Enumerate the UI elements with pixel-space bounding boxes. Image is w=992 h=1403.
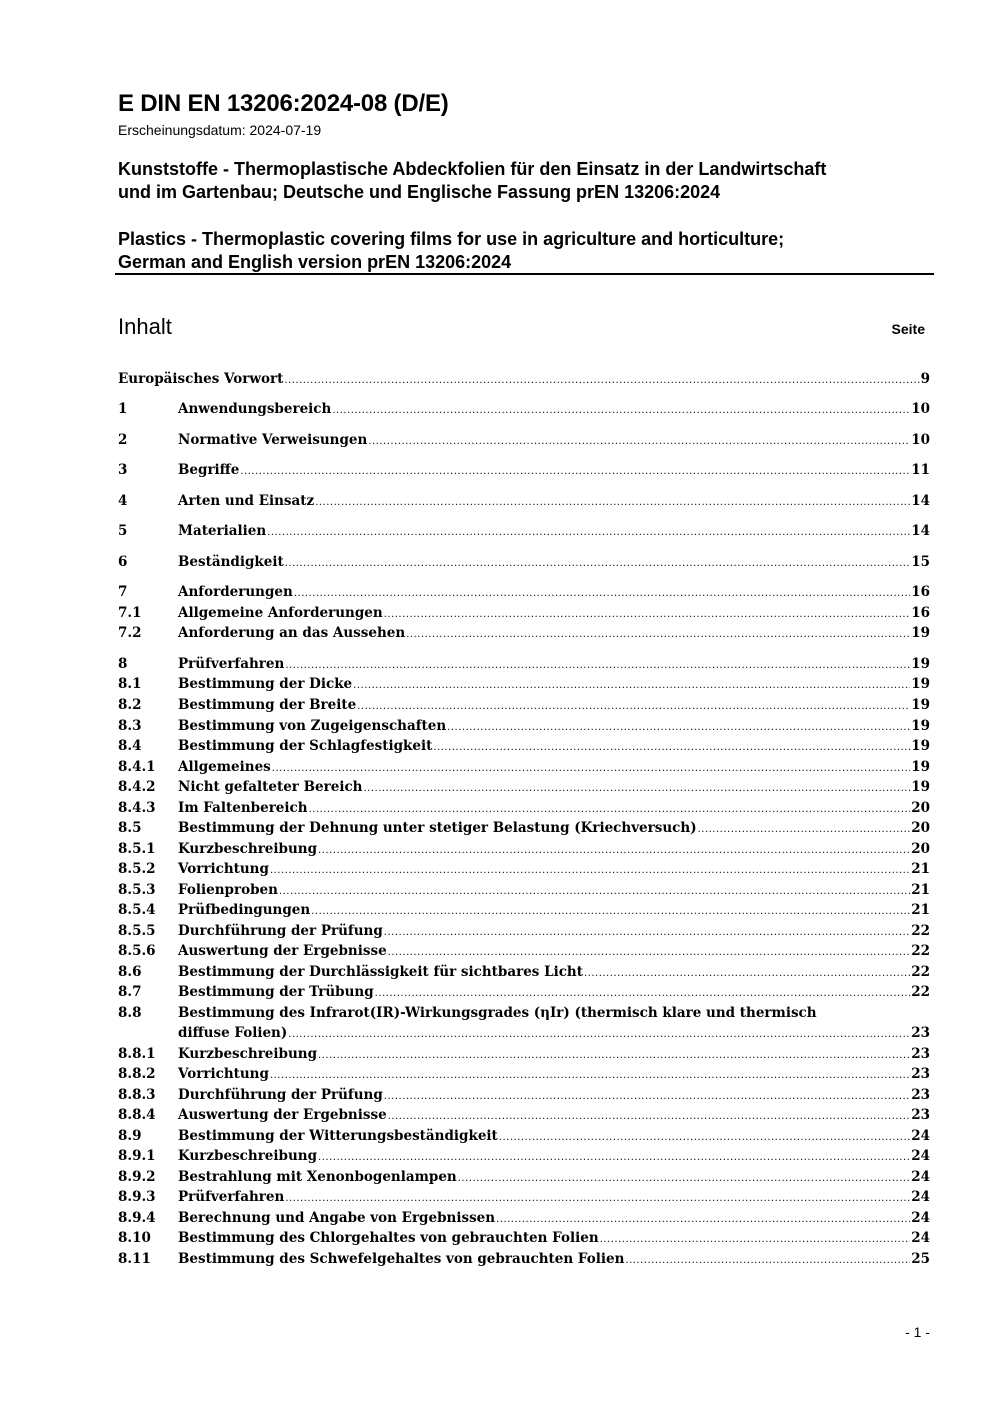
toc-entry[interactable] <box>118 554 930 574</box>
toc-entry-title: Bestimmung der Trübung <box>178 984 374 1000</box>
toc-entry[interactable] <box>118 779 930 799</box>
toc-leader-dots <box>270 1070 910 1081</box>
toc-leader-dots <box>384 609 911 620</box>
toc-entry-page: 11 <box>911 462 930 478</box>
toc-entry[interactable] <box>118 462 930 482</box>
toc-leader-dots <box>368 436 910 447</box>
toc-entry[interactable] <box>118 1169 930 1189</box>
toc-leader-dots <box>294 588 910 599</box>
toc-leader-dots <box>375 988 911 999</box>
toc-entry-number: 7.1 <box>118 605 142 621</box>
toc-entry-title: Im Faltenbereich <box>178 800 308 816</box>
toc-entry[interactable] <box>118 841 930 861</box>
toc-leader-dots <box>309 804 911 815</box>
toc-entry-number: 8.6 <box>118 964 142 980</box>
toc-entry-number: 8.2 <box>118 697 142 713</box>
toc-entry-page: 24 <box>911 1210 930 1226</box>
toc-entry-number: 8.9.2 <box>118 1169 156 1185</box>
toc-leader-dots <box>384 1091 910 1102</box>
toc-entry-page: 22 <box>911 964 930 980</box>
toc-entry-number: 8.8.4 <box>118 1107 156 1123</box>
toc-leader-dots <box>285 660 910 671</box>
toc-entry-number: 3 <box>118 462 128 478</box>
toc-entry-title: Normative Verweisungen <box>178 432 368 448</box>
title-english-line-1: Plastics - Thermoplastic covering films for use in agriculture and horticulture; <box>118 229 785 249</box>
toc-entry-number: 4 <box>118 493 128 509</box>
toc-entry-title: Auswertung der Ergebnisse <box>178 1107 387 1123</box>
toc-entry-number: 8.8.1 <box>118 1046 156 1062</box>
title-english-line-2: German and English version prEN 13206:2024 <box>118 252 512 272</box>
title-german-line-1: Kunststoffe - Thermoplastische Abdeckfolien für den Einsatz in der Landwirtschaft <box>118 159 827 179</box>
toc-leader-dots <box>698 824 911 835</box>
toc-entry-title: Bestimmung der Witterungsbeständigkeit <box>178 1128 498 1144</box>
toc-leader-dots <box>288 1029 910 1040</box>
toc-entry-page: 23 <box>911 1046 930 1062</box>
toc-entry[interactable] <box>118 1107 930 1127</box>
toc-leader-dots <box>311 906 910 917</box>
toc-entry-number: 8.5.3 <box>118 882 156 898</box>
toc-entry-title: Anforderungen <box>178 584 293 600</box>
toc-entry[interactable] <box>118 1230 930 1250</box>
toc-entry-number: 8.4.3 <box>118 800 156 816</box>
toc-entry-number: 8.4.2 <box>118 779 156 795</box>
toc-entry-number: 8.9.4 <box>118 1210 156 1226</box>
toc-entry-page: 22 <box>911 984 930 1000</box>
toc-entry-page: 21 <box>911 861 930 877</box>
toc-entry-title: Vorrichtung <box>178 861 269 877</box>
toc-entry[interactable] <box>118 1087 930 1107</box>
toc-heading: Inhalt <box>118 314 172 339</box>
toc-leader-dots <box>447 722 910 733</box>
toc-entry-title: Prüfbedingungen <box>178 902 311 918</box>
toc-leader-dots <box>315 497 910 508</box>
toc-entry-page: 19 <box>911 738 930 754</box>
toc-entry-title: Beständigkeit <box>178 554 284 570</box>
toc-entry-page: 19 <box>911 656 930 672</box>
toc-leader-dots <box>584 968 910 979</box>
toc-entry-number: 7.2 <box>118 625 142 641</box>
toc-entry[interactable] <box>118 759 930 779</box>
toc-entry-title: Bestimmung der Dicke <box>178 676 353 692</box>
toc-entry-page: 16 <box>911 605 930 621</box>
toc-leader-dots <box>625 1255 910 1266</box>
document-id: E DIN EN 13206:2024-08 (D/E) <box>118 90 449 117</box>
toc-entry[interactable] <box>118 676 930 696</box>
toc-entry[interactable] <box>118 861 930 881</box>
toc-entry-title: Auswertung der Ergebnisse <box>178 943 387 959</box>
toc-entry-page: 23 <box>911 1066 930 1082</box>
toc-entry-title: Nicht gefalteter Bereich <box>178 779 363 795</box>
toc-entry-number: 8.8 <box>118 1005 142 1021</box>
toc-leader-dots <box>332 405 910 416</box>
toc-leader-dots <box>353 680 910 691</box>
toc-entry[interactable] <box>118 718 930 738</box>
toc-entry[interactable] <box>118 820 930 840</box>
publication-date: Erscheinungsdatum: 2024-07-19 <box>118 122 322 138</box>
toc-leader-dots <box>388 1111 911 1122</box>
toc-entry-page: 21 <box>911 902 930 918</box>
toc-entry-number: 8.9 <box>118 1128 142 1144</box>
toc-entry-number: 8.5.4 <box>118 902 156 918</box>
toc-entry[interactable] <box>118 656 930 676</box>
toc-entry-number: 8.9.1 <box>118 1148 156 1164</box>
toc-entry-page: 20 <box>911 820 930 836</box>
toc-entry-title: Allgemeine Anforderungen <box>178 605 383 621</box>
toc-entry-title: Durchführung der Prüfung <box>178 923 383 939</box>
toc-entry-title: Berechnung und Angabe von Ergebnissen <box>178 1210 496 1226</box>
toc-entry[interactable] <box>118 1005 930 1046</box>
toc-entry-page: 24 <box>911 1148 930 1164</box>
toc-leader-dots <box>496 1214 910 1225</box>
toc-entry[interactable] <box>118 401 930 421</box>
toc-entry-number: 6 <box>118 554 128 570</box>
toc-entry[interactable] <box>118 882 930 902</box>
toc-entry[interactable] <box>118 371 930 391</box>
toc-entry-number: 8.5.1 <box>118 841 156 857</box>
toc-entry[interactable] <box>118 584 930 604</box>
toc-entry-number: 8.11 <box>118 1251 151 1267</box>
toc-entry-title: Bestimmung des Infrarot(IR)-Wirkungsgrades (ηIr) (thermisch klare und thermisch <box>178 1005 817 1021</box>
toc-entry-title: Vorrichtung <box>178 1066 269 1082</box>
toc-entry-page: 10 <box>911 401 930 417</box>
toc-leader-dots <box>318 1152 910 1163</box>
toc-entry[interactable] <box>118 738 930 758</box>
toc-leader-dots <box>318 1050 910 1061</box>
toc-leader-dots <box>279 886 910 897</box>
toc-entry[interactable] <box>118 432 930 452</box>
toc-entry-title: Bestimmung des Chlorgehaltes von gebrauchten Folien <box>178 1230 599 1246</box>
toc-entry-title: Anwendungsbereich <box>178 401 332 417</box>
toc-entry[interactable] <box>118 984 930 1004</box>
toc-entry-page: 9 <box>920 371 930 387</box>
toc-entry-page: 24 <box>911 1230 930 1246</box>
toc-leader-dots <box>284 375 919 386</box>
toc-entry-number: 7 <box>118 584 128 600</box>
page-number: - 1 - <box>905 1324 930 1340</box>
toc-leader-dots <box>433 742 910 753</box>
toc-entry-page: 19 <box>911 718 930 734</box>
toc-leader-dots <box>240 466 910 477</box>
toc-entry-number: 8.7 <box>118 984 142 1000</box>
toc-entry-number: 5 <box>118 523 128 539</box>
toc-entry[interactable] <box>118 800 930 820</box>
toc-entry-title: Bestimmung des Schwefelgehaltes von gebrauchten Folien <box>178 1251 625 1267</box>
toc-entry-number: 8.10 <box>118 1230 151 1246</box>
toc-entry[interactable] <box>118 1128 930 1148</box>
toc-entry[interactable] <box>118 523 930 543</box>
toc-entry-number: 8.1 <box>118 676 142 692</box>
toc-entry-page: 10 <box>911 432 930 448</box>
toc-entry-page: 24 <box>911 1169 930 1185</box>
toc-entry-title: Kurzbeschreibung <box>178 841 318 857</box>
toc-entry-page: 14 <box>911 523 930 539</box>
toc-entry-title: Prüfverfahren <box>178 656 285 672</box>
toc-entry-title: Kurzbeschreibung <box>178 1046 318 1062</box>
toc-entry-title: Bestimmung der Dehnung unter stetiger Belastung (Kriechversuch) <box>178 820 697 836</box>
toc-entry-title: Arten und Einsatz <box>178 493 315 509</box>
toc-entry-number: 8.4.1 <box>118 759 156 775</box>
toc-entry-page: 22 <box>911 943 930 959</box>
toc-entry-page: 22 <box>911 923 930 939</box>
toc-entry-title: Anforderung an das Aussehen <box>178 625 406 641</box>
toc-entry-page: 20 <box>911 841 930 857</box>
toc-entry[interactable] <box>118 1251 930 1271</box>
toc-leader-dots <box>272 763 910 774</box>
toc-entry-page: 19 <box>911 779 930 795</box>
toc-leader-dots <box>388 947 911 958</box>
toc-entry[interactable] <box>118 902 930 922</box>
toc-entry-number: 8.8.3 <box>118 1087 156 1103</box>
toc-entry-number: 8.5.5 <box>118 923 156 939</box>
toc-entry[interactable] <box>118 1046 930 1066</box>
toc-entry-title: Europäisches Vorwort <box>118 371 284 387</box>
toc-entry[interactable] <box>118 1210 930 1230</box>
toc-entry[interactable] <box>118 605 930 625</box>
toc-entry-number: 8.9.3 <box>118 1189 156 1205</box>
toc-leader-dots <box>363 783 910 794</box>
toc-entry-number: 8.3 <box>118 718 142 734</box>
toc-entry-page: 16 <box>911 584 930 600</box>
toc-entry-title: Bestimmung der Breite <box>178 697 357 713</box>
toc-entry-page: 23 <box>911 1107 930 1123</box>
toc-entry-number: 8.5 <box>118 820 142 836</box>
toc-entry-title: Folienproben <box>178 882 278 898</box>
toc-leader-dots <box>600 1234 911 1245</box>
toc-leader-dots <box>270 865 910 876</box>
toc-leader-dots <box>406 629 910 640</box>
toc-entry-page: 23 <box>911 1087 930 1103</box>
toc-entry-number: 2 <box>118 432 128 448</box>
toc-entry[interactable] <box>118 1066 930 1086</box>
toc-page-column-label: Seite <box>891 321 925 337</box>
toc-entry-title: Allgemeines <box>178 759 271 775</box>
toc-entry-title: Kurzbeschreibung <box>178 1148 318 1164</box>
toc-leader-dots <box>285 1193 910 1204</box>
toc-entry-title: Bestimmung der Durchlässigkeit für sichtbares Licht <box>178 964 583 980</box>
toc-entry-number: 8.5.2 <box>118 861 156 877</box>
toc-entry-title: Bestimmung der Schlagfestigkeit <box>178 738 433 754</box>
toc-entry-title: Durchführung der Prüfung <box>178 1087 383 1103</box>
toc-entry[interactable] <box>118 964 930 984</box>
toc-entry-number: 8 <box>118 656 128 672</box>
toc-entry-number: 8.4 <box>118 738 142 754</box>
title-divider <box>115 273 934 275</box>
toc-entry[interactable] <box>118 1189 930 1209</box>
toc-entry[interactable] <box>118 697 930 717</box>
toc-entry-title: Materialien <box>178 523 267 539</box>
toc-entry-title: Bestimmung von Zugeigenschaften <box>178 718 447 734</box>
toc-entry-page: 15 <box>911 554 930 570</box>
toc-entry-page: 20 <box>911 800 930 816</box>
toc-entry-title: Prüfverfahren <box>178 1189 285 1205</box>
toc-leader-dots <box>285 558 910 569</box>
toc-entry-page: 19 <box>911 697 930 713</box>
toc-entry-page: 24 <box>911 1128 930 1144</box>
toc-entry-page: 14 <box>911 493 930 509</box>
toc-leader-dots <box>357 701 910 712</box>
toc-entry-page: 19 <box>911 759 930 775</box>
toc-entry[interactable] <box>118 625 930 645</box>
title-german <box>118 158 938 204</box>
toc-entry[interactable] <box>118 493 930 513</box>
toc-entry-page: 19 <box>911 625 930 641</box>
toc-entry-number: 1 <box>118 401 128 417</box>
toc-entry[interactable] <box>118 923 930 943</box>
toc-entry-title: Begriffe <box>178 462 240 478</box>
toc-entry-title-continuation: diffuse Folien) <box>178 1025 288 1041</box>
toc-entry-number: 8.8.2 <box>118 1066 156 1082</box>
toc-entry-page: 21 <box>911 882 930 898</box>
toc-leader-dots <box>499 1132 910 1143</box>
toc-entry-page: 25 <box>911 1251 930 1267</box>
toc-entry-title: Bestrahlung mit Xenonbogenlampen <box>178 1169 457 1185</box>
toc-entry[interactable] <box>118 1148 930 1168</box>
toc-entry-page: 23 <box>911 1025 930 1041</box>
toc-leader-dots <box>458 1173 910 1184</box>
toc-leader-dots <box>267 527 910 538</box>
toc-entry[interactable] <box>118 943 930 963</box>
title-german-line-2: und im Gartenbau; Deutsche und Englische Fassung prEN 13206:2024 <box>118 182 721 202</box>
toc-entry-page: 24 <box>911 1189 930 1205</box>
toc-leader-dots <box>384 927 910 938</box>
toc-entry-page: 19 <box>911 676 930 692</box>
toc-entry-number: 8.5.6 <box>118 943 156 959</box>
toc-leader-dots <box>318 845 910 856</box>
title-english <box>118 228 938 274</box>
